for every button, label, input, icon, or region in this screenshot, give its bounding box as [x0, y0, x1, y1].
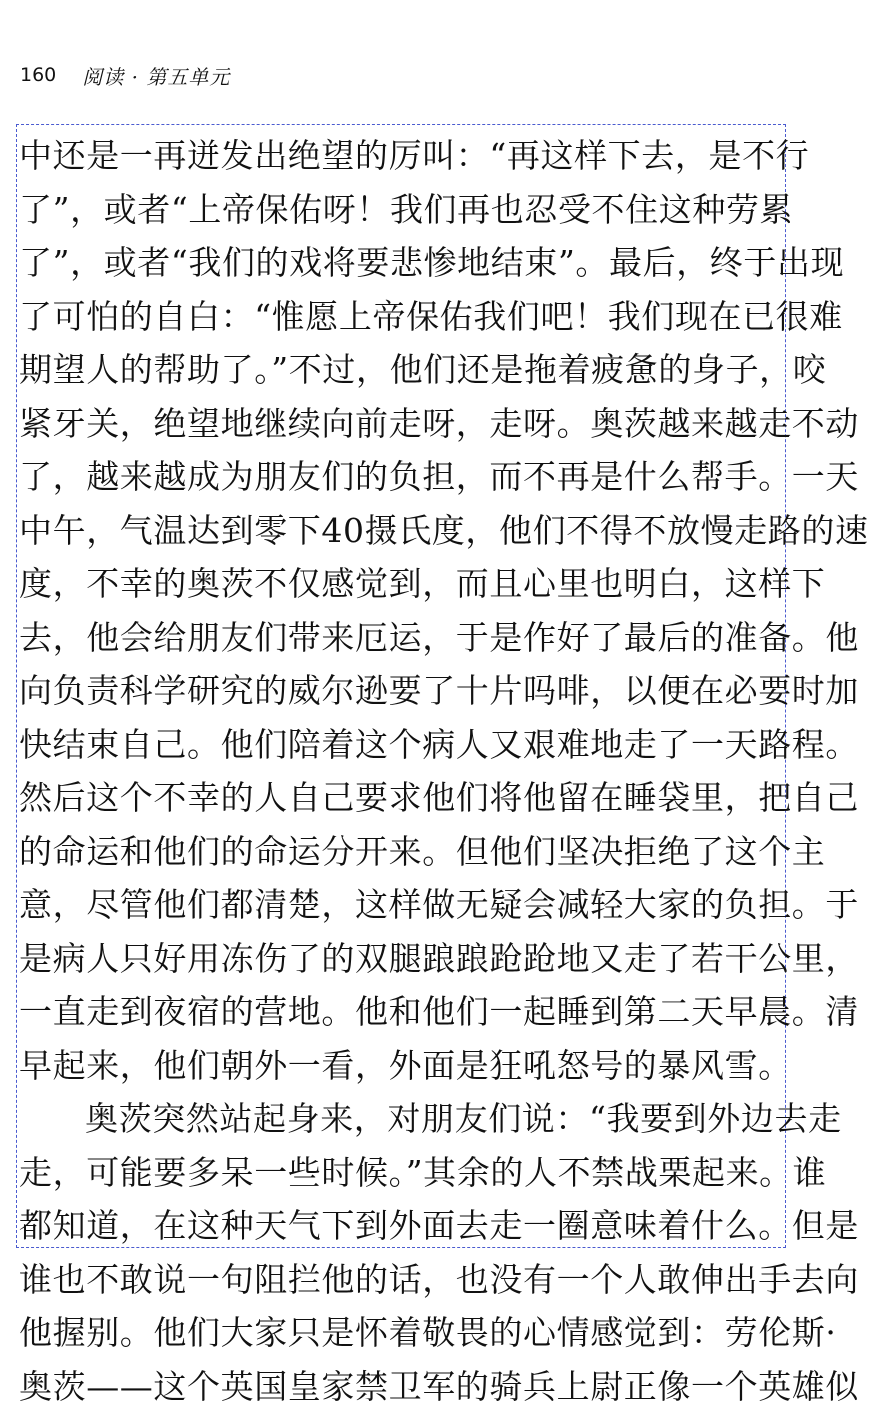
page-number: 160: [20, 64, 56, 86]
text-line-15: 意，尽管他们都清楚，这样做无疑会减轻大家的负担。于: [19, 878, 799, 932]
text-line-2: 了”，或者“上帝保佑呀！我们再也忍受不住这种劳累: [19, 183, 799, 237]
text-line-1: 中还是一再迸发出绝望的厉叫：“再这样下去，是不行: [19, 129, 799, 183]
text-line-12: 快结束自己。他们陪着这个病人又艰难地走了一天路程。: [19, 718, 799, 772]
text-line-13: 然后这个不幸的人自己要求他们将他留在睡袋里，把自己: [19, 771, 799, 825]
text-line-19: 奥茨突然站起身来，对朋友们说：“我要到外边去走: [19, 1092, 799, 1146]
text-line-23: 他握别。他们大家只是怀着敬畏的心情感觉到：劳伦斯·: [19, 1306, 799, 1360]
body-text: [19, 129, 799, 1413]
text-line-11: 向负责科学研究的威尔逊要了十片吗啡，以便在必要时加: [19, 664, 799, 718]
text-line-21: 都知道，在这种天气下到外面去走一圈意味着什么。但是: [19, 1199, 799, 1253]
text-line-3: 了”，或者“我们的戏将要悲惨地结束”。最后，终于出现: [19, 236, 799, 290]
text-line-14: 的命运和他们的命运分开来。但他们坚决拒绝了这个主: [19, 825, 799, 879]
text-line-5: 期望人的帮助了。”不过，他们还是拖着疲惫的身子，咬: [19, 343, 799, 397]
text-line-6: 紧牙关，绝望地继续向前走呀，走呀。奥茨越来越走不动: [19, 397, 799, 451]
text-line-20: 走，可能要多呆一些时候。”其余的人不禁战栗起来。谁: [19, 1146, 799, 1200]
page-header: [20, 58, 230, 92]
text-line-17: 一直走到夜宿的营地。他和他们一起睡到第二天早晨。清: [19, 985, 799, 1039]
text-line-8: 中午，气温达到零下40摄氏度，他们不得不放慢走路的速: [19, 504, 799, 558]
text-line-18: 早起来，他们朝外一看，外面是狂吼怒号的暴风雪。: [19, 1039, 799, 1093]
text-line-10: 去，他会给朋友们带来厄运，于是作好了最后的准备。他: [19, 611, 799, 665]
text-line-9: 度，不幸的奥茨不仅感觉到，而且心里也明白，这样下: [19, 557, 799, 611]
text-line-24: 奥茨——这个英国皇家禁卫军的骑兵上尉正像一个英雄似: [19, 1360, 799, 1413]
text-line-4: 了可怕的自白：“惟愿上帝保佑我们吧！我们现在已很难: [19, 290, 799, 344]
section-title: 阅读 · 第五单元: [82, 61, 230, 90]
text-line-22: 谁也不敢说一句阻拦他的话，也没有一个人敢伸出手去向: [19, 1253, 799, 1307]
text-line-16: 是病人只好用冻伤了的双腿踉踉跄跄地又走了若干公里，: [19, 932, 799, 986]
text-line-7: 了，越来越成为朋友们的负担，而不再是什么帮手。一天: [19, 450, 799, 504]
text-selection-frame[interactable]: [16, 124, 786, 1248]
